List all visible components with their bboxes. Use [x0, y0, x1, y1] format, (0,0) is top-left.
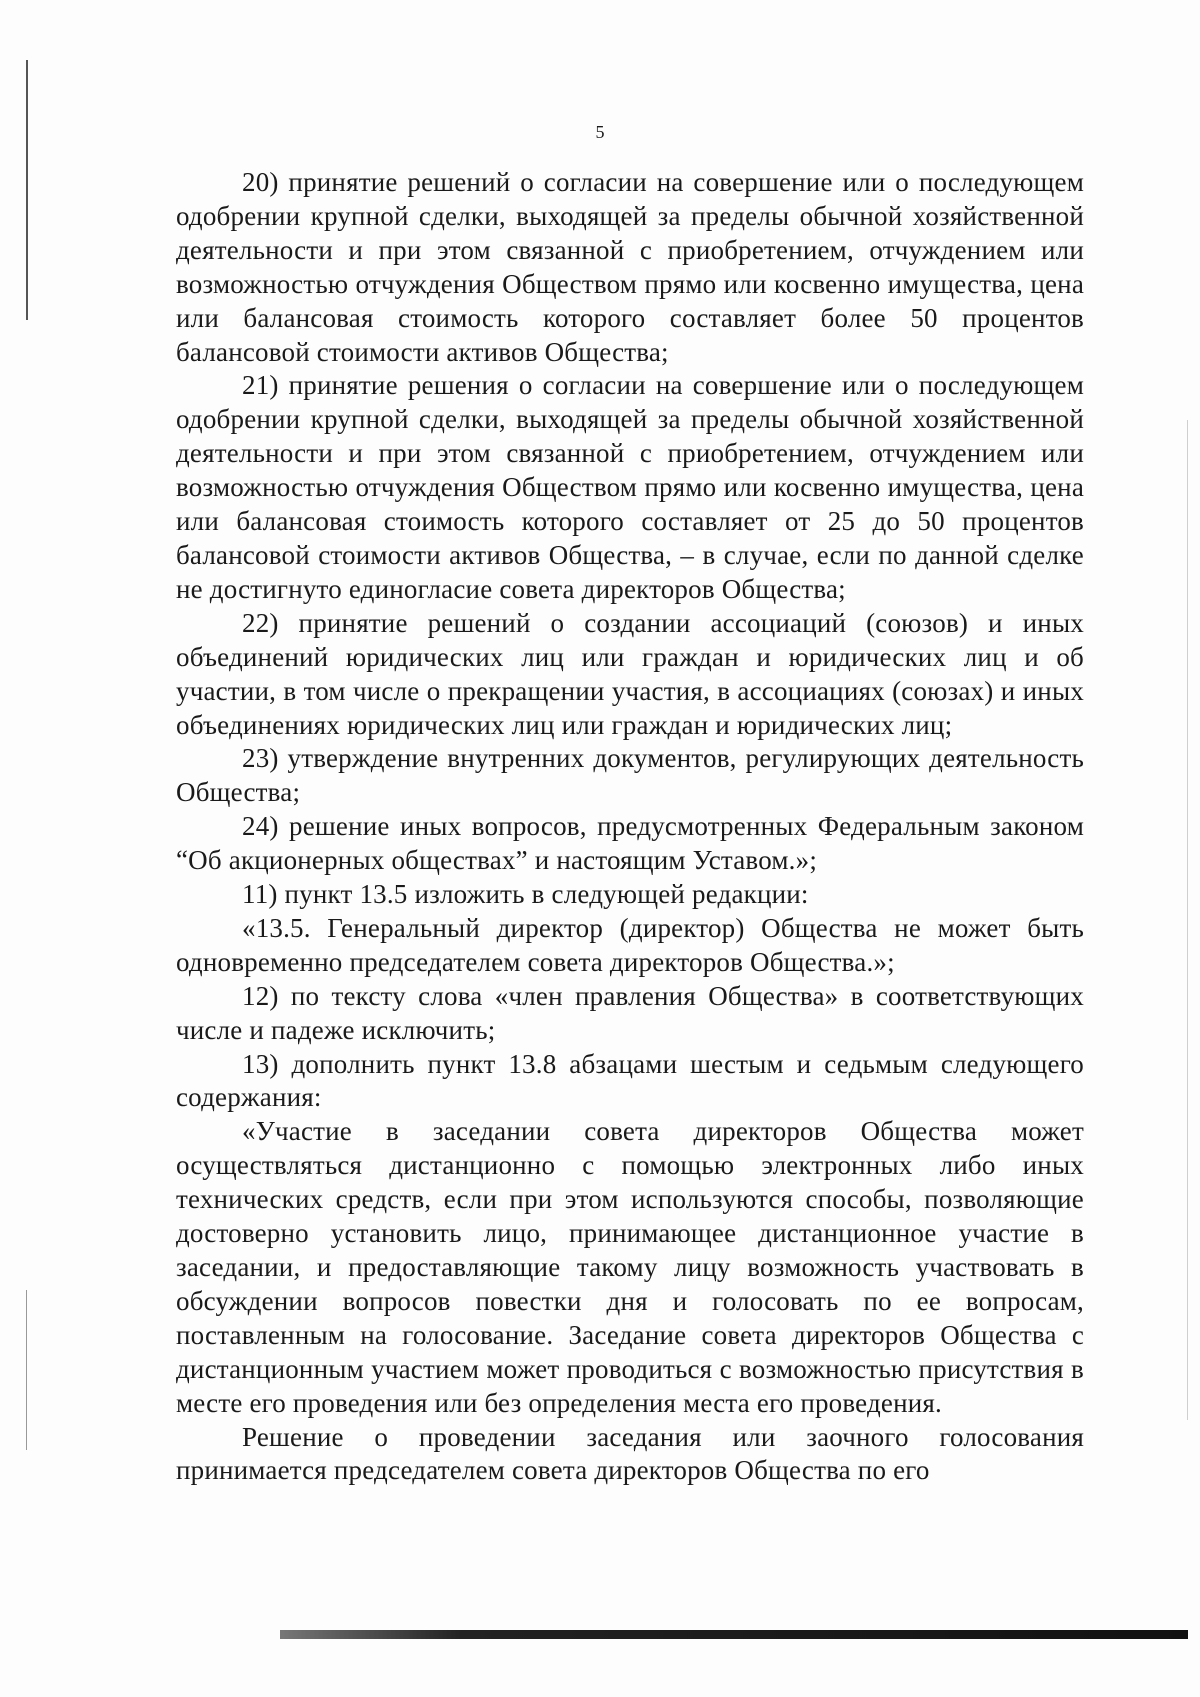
paragraph-item-21: 21) принятие решения о согласии на совершение или о последующем одобрении крупной сделки, выходящей за пределы обычной хозяйственной деятельности и при этом связанной с приобретением, отчуждением или возможностью отчуждения Обществом прямо или косвенно имущества, цена или балансовая стоимость которого составляет от 25 до 50 процентов балансовой стоимости активов Общества, – в случае, если по данной сделке не достигнуто единогласие совета директоров Общества;: [176, 370, 1084, 604]
paragraph-item-24: 24) решение иных вопросов, предусмотренных Федеральным законом “Об акционерных обществах” и настоящим Уставом.»;: [176, 811, 1084, 876]
paragraph-amendment-13: 13) дополнить пункт 13.8 абзацами шестым и седьмым следующего содержания:: [176, 1048, 1084, 1113]
paragraph-meeting-decision: Решение о проведении заседания или заочного голосования принимается председателем совета директоров Общества по его: [176, 1421, 1084, 1486]
paragraph-item-23: 23) утверждение внутренних документов, регулирующих деятельность Общества;: [176, 743, 1084, 808]
scan-edge-line: [26, 1290, 27, 1450]
paragraph-item-22: 22) принятие решений о создании ассоциаций (союзов) и иных объединений юридических лиц или граждан и юридических лиц и об участии, в том числе о прекращении участия, в ассоциациях (союзах) и иных объединениях юридических лиц или граждан и юридических лиц;: [176, 607, 1084, 740]
paragraph-amendment-12: 12) по тексту слова «член правления Общества» в соответствующих числе и падеже исключить;: [176, 980, 1084, 1045]
paragraph-remote-participation: «Участие в заседании совета директоров Общества может осуществляться дистанционно с помощью электронных либо иных технических средств, если при этом используются способы, позволяющие достоверно установить лицо, принимающее дистанционное участие в заседании, и предоставляющие такому лицу возможность участвовать в обсуждении вопросов повестки дня и голосовать по ее вопросам, поставленным на голосование. Заседание совета директоров Общества с дистанционным участием может проводиться с возможностью присутствия в месте его проведения или без определения места его проведения.: [176, 1116, 1084, 1418]
paragraph-amendment-11: 11) пункт 13.5 изложить в следующей редакции:: [242, 879, 809, 910]
paragraph-item-20: 20) принятие решений о согласии на совершение или о последующем одобрении крупной сделки, выходящей за пределы обычной хозяйственной деятельности и при этом связанной с приобретением, отчуждением или возможностью отчуждения Обществом прямо или косвенно имущества, цена или балансовая стоимость которого составляет более 50 процентов балансовой стоимости активов Общества;: [176, 167, 1084, 367]
paragraph-clause-13-5: «13.5. Генеральный директор (директор) Общества не может быть одновременно председателем совета директоров Общества.»;: [176, 912, 1084, 977]
page-number: 5: [595, 122, 605, 142]
scan-edge-line: [26, 60, 28, 320]
scan-bottom-bar: [280, 1630, 1188, 1639]
scan-edge-line: [1187, 420, 1188, 1420]
document-body: [176, 166, 1084, 1488]
